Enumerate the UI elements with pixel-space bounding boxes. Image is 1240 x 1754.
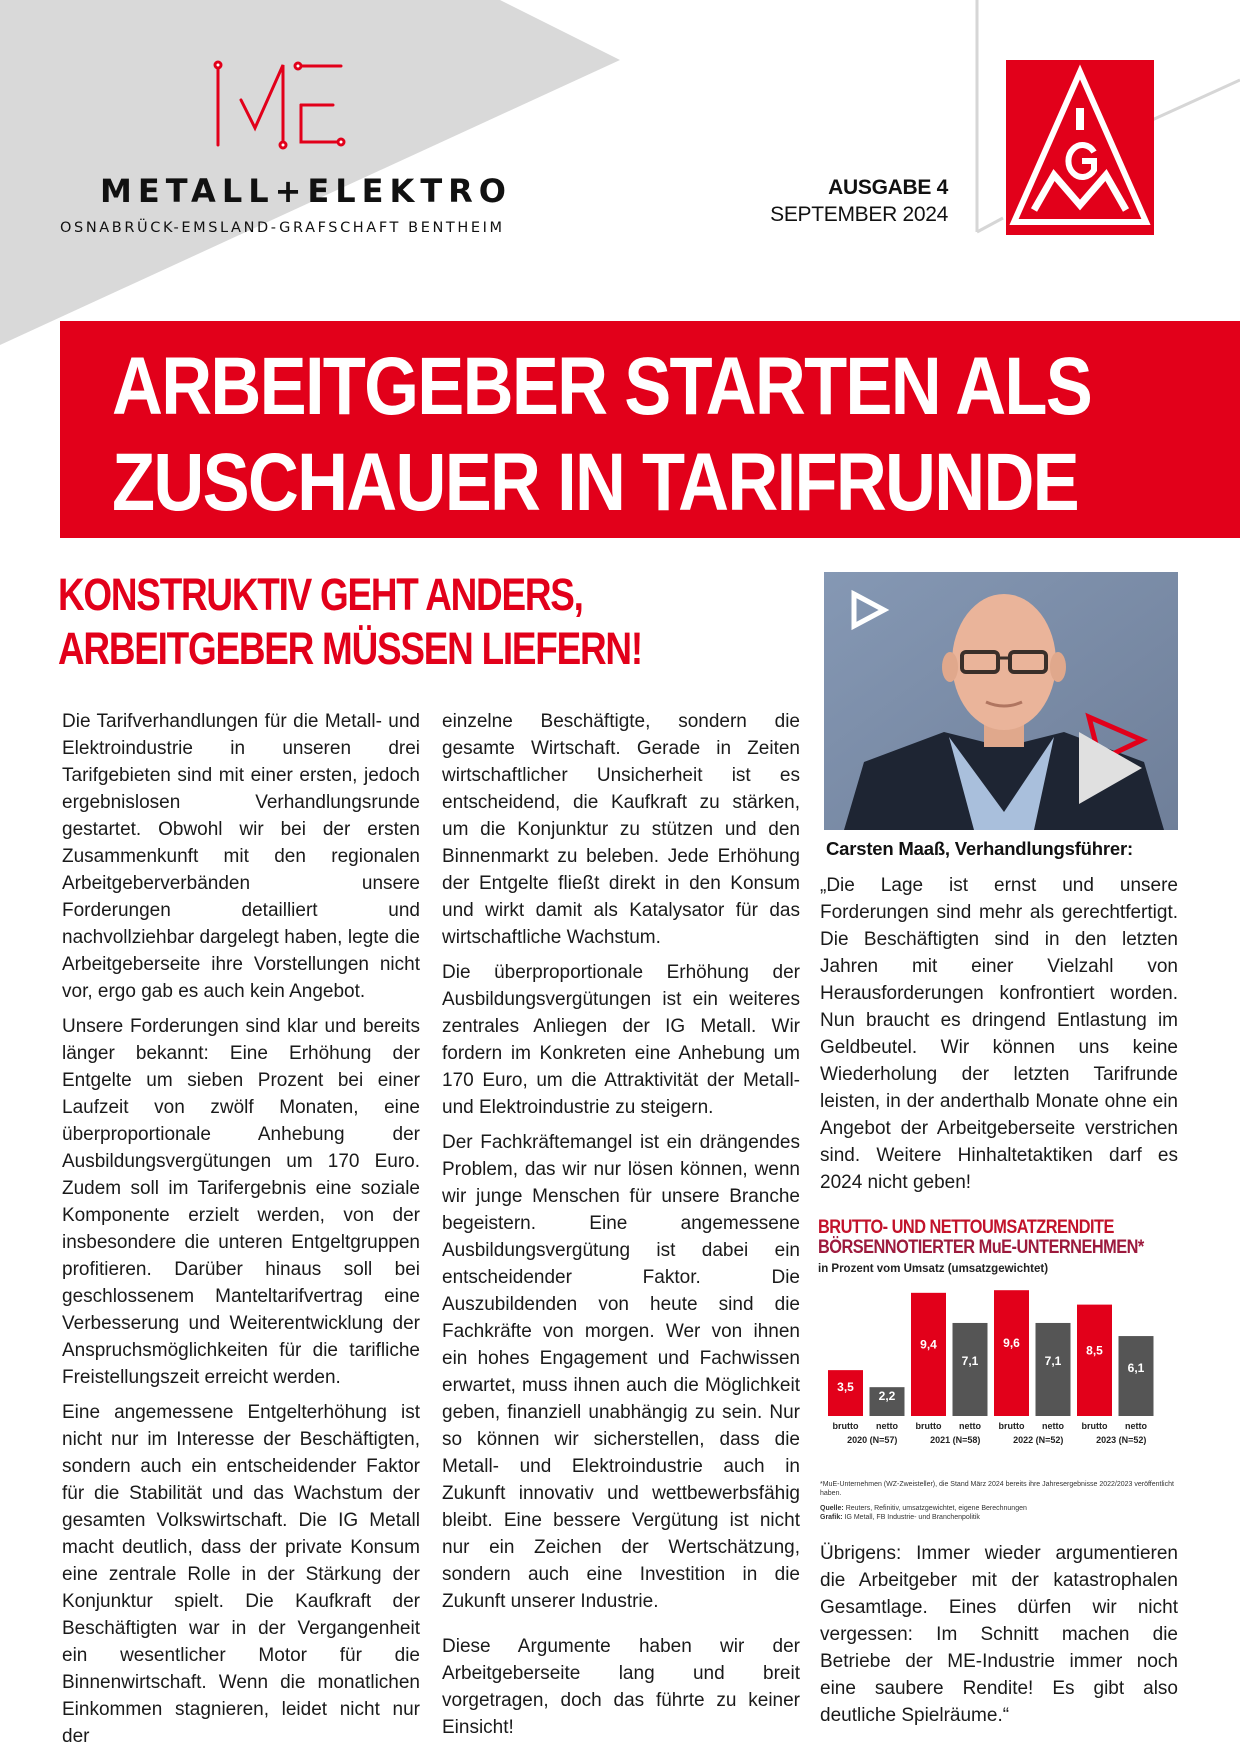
paragraph: Eine angemessene Entgelterhöhung ist nicht nur im Interesse der Beschäftigten, sondern auch ein entscheidender Faktor für die Stabilität und das Wachstum der gesamten Volkswirtschaft. Die IG Metall macht deutlich, dass der private Konsum eine zentrale Rolle in der Stärkung der Konjunktur spielt. Die Kaufkraft der Beschäftigten war in der Vergangenheit ein wesentlicher Motor für die Binnenwirtschaft. Wenn die monatlichen Einkommen stagnieren, leidet nicht nur der xyxy=(62,1402,420,1747)
chart-source xyxy=(820,1504,1190,1513)
paragraph: Die Tarifverhandlungen für die Metall- und Elektroindustrie in unseren drei Tarifgebieten sind mit einer ersten, jedoch ergebnislosen Verhandlungsrunde gestartet. Obwohl wir bei der ersten Zusammenkunft mit den regionalen Arbeitgeberverbänden unsere Forderungen detailliert und nachvollziehbar dargelegt haben, legte die Arbeitgeberseite ihre Vorstellungen nicht vor, ergo gab es auch kein Angebot. xyxy=(62,711,420,1002)
headline-line-2: ZUSCHAUER IN TARIFRUNDE xyxy=(112,437,1078,528)
headline-line-1: ARBEITGEBER STARTEN ALS xyxy=(112,341,1092,432)
chart-title-line-1: BRUTTO- UND NETTOUMSATZRENDITE xyxy=(818,1217,1114,1238)
quote-part-2: Übrigens: Immer wieder argumentieren die Arbeitgeber mit der katastrophalen Gesamtlage. Eines dürfen wir nicht vergessen: Im Schnitt machen die Betriebe der ME-Industrie immer noch eine saubere Rendite! Es gibt also deutliche Spielräume.“ xyxy=(820,1543,1178,1726)
chart-footnotes xyxy=(820,1480,1190,1522)
bar-brutto-2 xyxy=(994,1290,1029,1416)
subheadline-line-2: ARBEITGEBER MÜSSEN LIEFERN! xyxy=(58,623,642,674)
source-text: Reuters, Refinitiv, umsatzgewichtet, eigene Berechnungen xyxy=(845,1505,1027,1512)
paragraph: Der Fachkräftemangel ist ein drängendes Problem, das wir nur lösen können, wenn wir junge Menschen für unsere Branche begeistern. Eine angemessene Ausbildungsvergütung ist dabei ein entscheidender Faktor. Die Auszubildenden von heute sind die Fachkräfte von morgen. Wer von ihnen ein hohes Engagement und Fachwissen erwartet, muss ihnen auch die Möglichkeit geben, finanziell unabhängig zu sein. Nur so können wir sicherstellen, dass die Metall- und Elektroindustrie auch in Zukunft innovativ und wettbewerbsfähig bleibt. Eine bessere Vergütung ist nicht nur ein Zeichen der Wertschätzung, sondern auch eine Investition in die Zukunft unserer Industrie. xyxy=(442,1132,800,1612)
series-tick-label: brutto xyxy=(832,1421,859,1431)
series-tick-label: netto xyxy=(959,1421,981,1431)
portrait-photo xyxy=(824,572,1178,830)
subheadline-line-1: KONSTRUKTIV GEHT ANDERS, xyxy=(58,569,583,620)
photo-caption: Carsten Maaß, Verhandlungsführer: xyxy=(826,838,1133,859)
paragraph: Diese Argumente haben wir der Arbeitgeberseite lang und breit vorgetragen, doch das führte zu keiner Einsicht! xyxy=(442,1636,800,1738)
graphic-text: IG Metall, FB Industrie- und Branchenpolitik xyxy=(844,1514,980,1521)
bar-value-label: 7,1 xyxy=(961,1353,979,1368)
source-label: Quelle: xyxy=(820,1505,844,1512)
bar-netto-3 xyxy=(1119,1336,1154,1416)
series-tick-label: netto xyxy=(1042,1421,1064,1431)
headline xyxy=(112,339,1091,531)
article-column-1 xyxy=(62,708,420,1754)
series-tick-label: brutto xyxy=(1081,1421,1108,1431)
paragraph: Unsere Forderungen sind klar und bereits länger bekannt: Eine Erhöhung der Entgelte um sieben Prozent bei einer Laufzeit von zwölf Monaten, eine überproportionale Anhebung der Ausbildungsvergütungen um 170 Euro. Zudem soll im Tarifergebnis eine soziale Komponente erzielt werden, von der insbesondere die unteren Entgeltgruppen profitieren. Darüber hinaus soll bei geschlossenem Manteltarifvertrag eine Verbesserung und Weiterentwicklung der Anspruchsmöglichkeiten für die tarifliche Freistellungszeit erreicht werden. xyxy=(62,1016,420,1388)
paragraph: einzelne Beschäftigte, sondern die gesamte Wirtschaft. Gerade in Zeiten wirtschaftlicher Unsicherheit ist es entscheidend, die Kaufkraft zu stärken, um die Konjunktur zu stützen und den Binnenmarkt zu beleben. Jede Erhöhung der Entgelte fließt direkt in den Konsum und wirkt damit als Katalysator für das wirtschaftliche Wachstum. xyxy=(442,711,800,948)
chart-footnote: *MuE-Unternehmen (WZ-Zweisteller), die Stand März 2024 bereits ihre Jahresergebnisse 2022/2023 veröffentlicht haben. xyxy=(820,1481,1174,1497)
series-tick-label: brutto xyxy=(915,1421,942,1431)
portrait-illustration xyxy=(824,572,1178,830)
quote-part-1: „Die Lage ist ernst und unsere Forderungen sind mehr als gerechtfertigt. Die Beschäftigten sind in den letzten Jahren mit einer Vielzahl von Herausforderungen konfrontiert worden. Nun braucht es dringend Entlastung im Geldbeutel. Wir können uns keine Wiederholung der letzten Tarifrunde leisten, in der anderthalb Monate ohne ein Angebot der Arbeitgeberseite verstrichen sind. Weitere Hinhaltetaktiken darf es 2024 nicht geben! xyxy=(820,875,1178,1193)
category-tick-label: 2021 (N=58) xyxy=(930,1435,981,1445)
bar-netto-1 xyxy=(953,1323,988,1416)
chart-plot xyxy=(818,1280,1190,1470)
category-tick-label: 2020 (N=57) xyxy=(847,1435,898,1445)
chart-subtitle: in Prozent vom Umsatz (umsatzgewichtet) xyxy=(818,1263,1049,1275)
bar-value-label: 3,5 xyxy=(837,1379,854,1394)
brand-title: METALL+ELEKTRO xyxy=(100,172,512,210)
chart-title-line-2: BÖRSENNOTIERTER MuE-UNTERNEHMEN* xyxy=(818,1237,1144,1258)
subheadline xyxy=(58,568,642,676)
issue-date: SEPTEMBER 2024 xyxy=(770,203,948,226)
bar-value-label: 6,1 xyxy=(1127,1361,1145,1376)
brand-subtitle: OSNABRÜCK-EMSLAND-GRAFSCHAFT BENTHEIM xyxy=(60,220,505,236)
bar-value-label: 9,6 xyxy=(1003,1335,1020,1350)
issue-info xyxy=(770,176,948,227)
bar-value-label: 7,1 xyxy=(1044,1353,1062,1368)
paragraph: Die überproportionale Erhöhung der Ausbildungsvergütungen ist ein weiteres zentrales Anliegen der IG Metall. Wir fordern im Konkreten eine Anhebung um 170 Euro, um die Attraktivität der Metall- und Elektroindustrie zu steigern. xyxy=(442,962,800,1118)
ig-metall-logo-icon xyxy=(1006,60,1154,235)
me-logo-icon xyxy=(213,60,383,160)
category-tick-label: 2023 (N=52) xyxy=(1096,1435,1147,1445)
graphic-label: Grafik: xyxy=(820,1514,843,1521)
headline-banner xyxy=(60,321,1240,538)
chart-graphic-credit xyxy=(820,1513,1190,1522)
series-tick-label: netto xyxy=(1125,1421,1147,1431)
series-tick-label: netto xyxy=(876,1421,898,1431)
series-tick-label: brutto xyxy=(998,1421,1025,1431)
issue-number: AUSGABE 4 xyxy=(828,176,948,199)
bar-brutto-3 xyxy=(1077,1305,1112,1416)
article-column-2 xyxy=(442,708,800,1749)
chart-title xyxy=(818,1217,1144,1258)
category-tick-label: 2022 (N=52) xyxy=(1013,1435,1064,1445)
bar-netto-2 xyxy=(1036,1323,1071,1416)
bar-value-label: 2,2 xyxy=(878,1389,896,1404)
bar-brutto-1 xyxy=(911,1293,946,1416)
bar-value-label: 9,4 xyxy=(920,1337,937,1352)
chart xyxy=(818,1217,1190,1521)
bar-value-label: 8,5 xyxy=(1086,1343,1103,1358)
